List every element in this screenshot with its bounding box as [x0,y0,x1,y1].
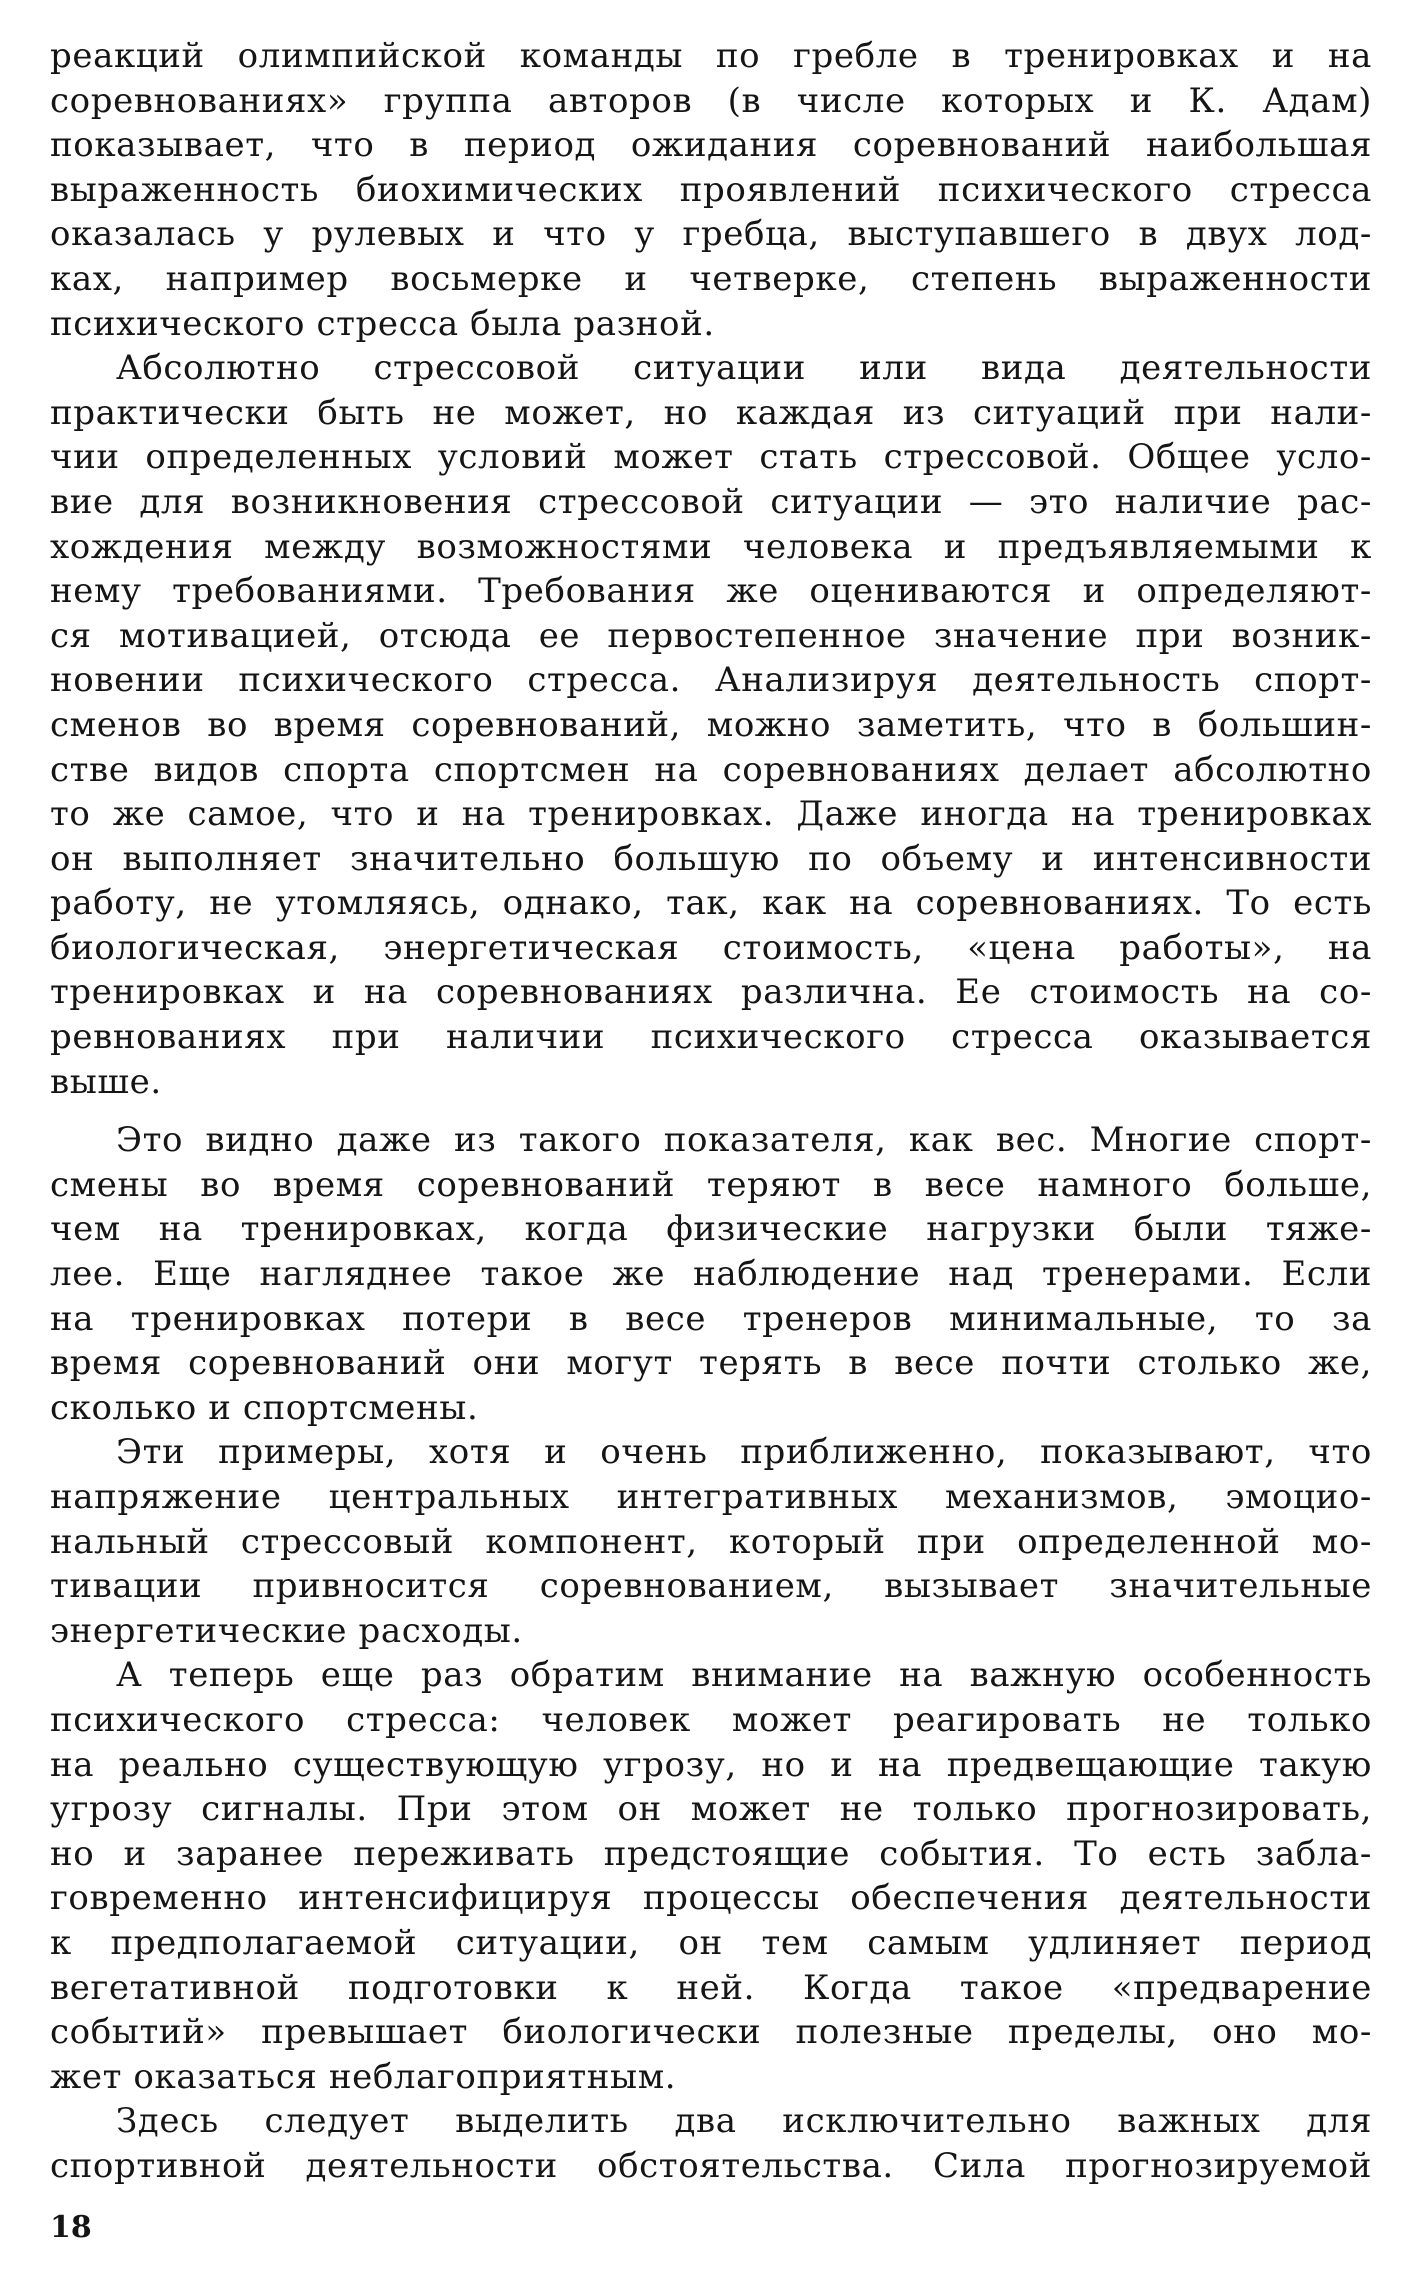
text-line: вие для возникновения стрессовой ситуации — это наличие рас- [50,481,1372,522]
text-line: работу, не утомляясь, однако, так, как на соревнованиях. То есть [50,883,1372,924]
paragraph-first-line: А теперь еще раз обратим внимание на важную особенность [116,1655,1372,1696]
text-line: он выполняет значительно большую по объему и интенсивности [50,838,1372,879]
text-line: стве видов спорта спортсмен на соревнованиях делает абсолютно [50,749,1372,790]
text-line: хождения между возможностями человека и предъявляемыми к [50,526,1372,567]
text-line: биологическая, энергетическая стоимость, «цена работы», на [50,927,1372,968]
text-line: оказалась у рулевых и что у гребца, выступавшего в двух лод- [50,214,1372,255]
text-line: событий» превышает биологически полезные пределы, оно мо- [50,2012,1372,2053]
text-line: ся мотивацией, отсюда ее первостепенное значение при возник- [50,615,1372,656]
paragraph-first-line: Здесь следует выделить два исключительно важных для [116,2101,1372,2142]
text-line: лее. Еще нагляднее такое же наблюдение над тренерами. Если [50,1254,1372,1295]
text-line: психического стресса была разной. [50,303,715,344]
text-line: ревнованиях при наличии психического стресса оказывается [50,1017,1372,1058]
text-line: сколько и спортсмены. [50,1387,479,1428]
text-line: напряжение центральных интегративных механизмов, эмоцио- [50,1477,1372,1517]
text-line: ках, например восьмерке и четверке, степень выраженности [50,258,1372,299]
text-line: выраженность биохимических проявлений психического стресса [50,169,1372,210]
body-text [50,34,1372,2189]
text-line: то же самое, что и на тренировках. Даже иногда на тренировках [50,794,1372,835]
text-line: реакций олимпийской команды по гребле в тренировках и на [50,36,1372,76]
text-line: практически быть не может, но каждая из ситуаций при нали- [50,392,1372,433]
text-line: тренировках и на соревнованиях различна. Ее стоимость на со- [50,972,1372,1013]
text-line: новении психического стресса. Анализируя деятельность спорт- [50,660,1372,701]
paragraph-first-line: Абсолютно стрессовой ситуации или вида деятельности [116,348,1372,389]
text-line: но и заранее переживать предстоящие события. То есть забла- [50,1833,1372,1874]
text-line: сменов во время соревнований, можно заметить, что в большин- [50,704,1372,745]
text-line: соревнованиях» группа авторов (в числе которых и К. Адам) [50,80,1372,121]
text-line: психического стресса: человек может реагировать не только [50,1699,1372,1740]
text-line: на реально существующую угрозу, но и на предвещающие такую [50,1744,1372,1785]
text-line: чии определенных условий может стать стрессовой. Общее усло- [50,437,1372,478]
text-line: спортивной деятельности обстоятельства. Сила прогнозируемой [50,2145,1372,2186]
text-line: показывает, что в период ожидания соревнований наибольшая [50,125,1372,166]
text-line: на тренировках потери в весе тренеров минимальные, то за [50,1298,1372,1339]
text-line: угрозу сигналы. При этом он может не только прогнозировать, [50,1789,1372,1830]
text-line: чем на тренировках, когда физические нагрузки были тяже- [50,1209,1372,1250]
text-line: жет оказаться неблагоприятным. [50,2056,677,2097]
text-line: тивации привносится соревнованием, вызывает значительные [50,1566,1372,1607]
paragraph-first-line: Эти примеры, хотя и очень приближенно, показывают, что [116,1432,1372,1473]
text-line: к предполагаемой ситуации, он тем самым удлиняет период [50,1922,1372,1963]
page-number: 18 [50,2210,92,2245]
text-line: говременно интенсифицируя процессы обеспечения деятельности [50,1878,1372,1919]
text-line: нальный стрессовый компонент, который при определенной мо- [50,1521,1372,1562]
text-line: время соревнований они могут терять в весе почти столько же, [50,1343,1372,1384]
text-line: смены во время соревнований теряют в весе намного больше, [50,1164,1372,1205]
paragraph-first-line: Это видно даже из такого показателя, как вес. Многие спорт- [116,1120,1372,1161]
text-line: энергетические расходы. [50,1610,523,1651]
text-line: вегетативной подготовки к ней. Когда такое «предварение [50,1967,1372,2008]
text-line: выше. [50,1061,162,1102]
text-line: нему требованиями. Требования же оцениваются и определяют- [50,571,1372,612]
